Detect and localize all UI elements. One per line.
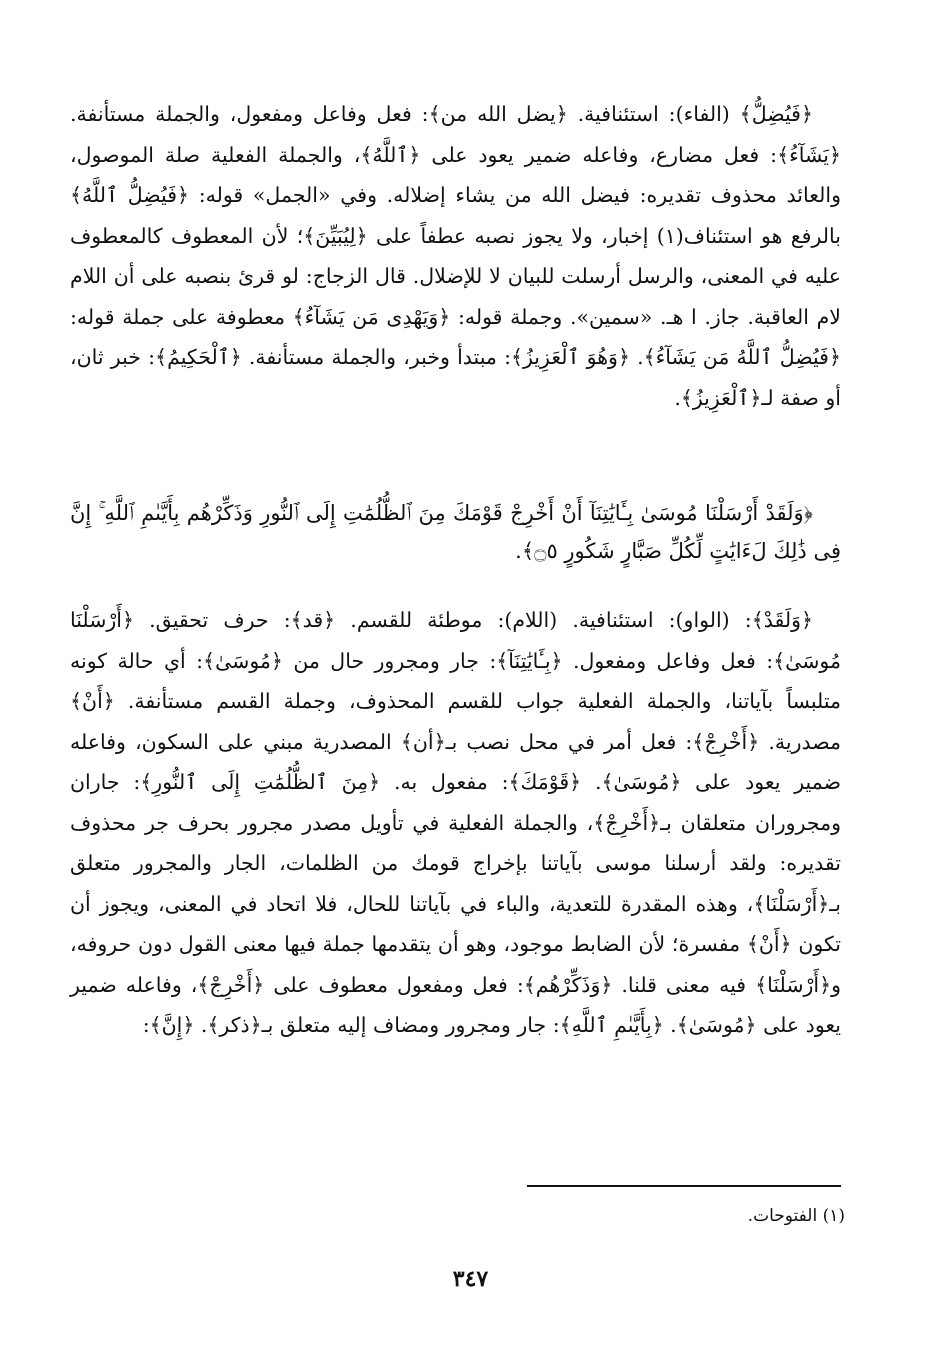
commentary-block-1 — [70, 94, 841, 418]
commentary-block-2 — [70, 600, 841, 1046]
quran-verse: ﴿وَلَقَدْ أَرْسَلْنَا مُوسَىٰ بِـَٔايَٰتِنَآ أَنْ أَخْرِجْ قَوْمَكَ مِنَ ٱلظُّلُمَٰتِ إِلَى ٱلنُّورِ وَذَكِّرْهُم بِأَيَّىٰمِ ٱللَّهِ ۚ إِنَّ فِى ذَٰلِكَ لَءَايَٰتٍ لِّكُلِّ صَبَّارٍ شَكُورٍ ۝٥﴾. — [70, 501, 841, 563]
footnote-divider — [527, 1185, 841, 1187]
paragraph-grammar-analysis-2: ﴿وَلَقَدْ﴾: (الواو): استئنافية. (اللام): موطئة للقسم. ﴿قد﴾: حرف تحقيق. ﴿أَرْسَلْنَا مُوسَىٰ﴾: فعل وفاعل ومفعول. ﴿بِـَٔايَٰتِنَآ﴾: جار ومجرور حال من ﴿مُوسَىٰ﴾: أي حالة كونه متلبساً بآياتنا، والجملة الفعلية جواب للقسم المحذوف، وجملة القسم مستأنفة. ﴿أَنْ﴾ مصدرية. ﴿أَخْرِجْ﴾: فعل أمر في محل نصب بـ﴿أن﴾ المصدرية مبني على السكون، وفاعله ضمير يعود على ﴿مُوسَىٰ﴾. ﴿قَوْمَكَ﴾: مفعول به. ﴿مِنَ ٱلظُّلُمَٰتِ إِلَى ٱلنُّورِ﴾: جاران ومجروران متعلقان بـ﴿أَخْرِجْ﴾، والجملة الفعلية في تأويل مصدر مجرور بحرف جر محذوف تقديره: ولقد أرسلنا موسى بآياتنا بإخراج قومك من الظلمات، الجار والمجرور متعلق بـ﴿أَرْسَلْنَا﴾، وهذه المقدرة للتعدية، والباء في بآياتنا للحال، فلا اتحاد في المعنى، ويجوز أن تكون ﴿أَنْ﴾ مفسرة؛ لأن الضابط موجود، وهو أن يتقدمها جملة فيها معنى القول دون حروفه، و﴿أَرْسَلْنَا﴾ فيه معنى قلنا. ﴿وَذَكِّرْهُم﴾: فعل ومفعول معطوف على ﴿أَخْرِجْ﴾، وفاعله ضمير يعود على ﴿مُوسَىٰ﴾. ﴿بِأَيَّىٰمِ ٱللَّهِ﴾: جار ومجرور ومضاف إليه متعلق بـ﴿ذكر﴾. ﴿إِنَّ﴾: — [70, 608, 841, 1037]
footnote: (١) الفتوحات. — [747, 1206, 845, 1226]
quran-verse-block — [70, 494, 841, 570]
paragraph-grammar-analysis-1: ﴿فَيُضِلُّ﴾ (الفاء): استئنافية. ﴿يضل الله من﴾: فعل وفاعل ومفعول، والجملة مستأنفة. ﴿يَشَآءُ﴾: فعل مضارع، وفاعله ضمير يعود على ﴿ٱللَّهُ﴾، والجملة الفعلية صلة الموصول، والعائد محذوف تقديره: فيضل الله من يشاء إضلاله. وفي «الجمل» قوله: ﴿فَيُضِلُّ ٱللَّهُ﴾ بالرفع هو استئناف(١) إخبار، ولا يجوز نصبه عطفاً على ﴿لِيُبَيِّنَ﴾؛ لأن المعطوف كالمعطوف عليه في المعنى، والرسل أرسلت للبيان لا للإضلال. قال الزجاج: لو قرئ بنصبه على أن اللام لام العاقبة. جاز. ا هـ. «سمين». وجملة قوله: ﴿وَيَهْدِى مَن يَشَآءُ﴾ معطوفة على جملة قوله: ﴿فَيُضِلُّ ٱللَّهُ مَن يَشَآءُ﴾. ﴿وَهُوَ ٱلْعَزِيزُ﴾: مبتدأ وخبر، والجملة مستأنفة. ﴿ٱلْحَكِيمُ﴾: خبر ثان، أو صفة لـ﴿ٱلْعَزِيزُ﴾. — [70, 102, 841, 410]
page-number: ٣٤٧ — [452, 1266, 489, 1292]
